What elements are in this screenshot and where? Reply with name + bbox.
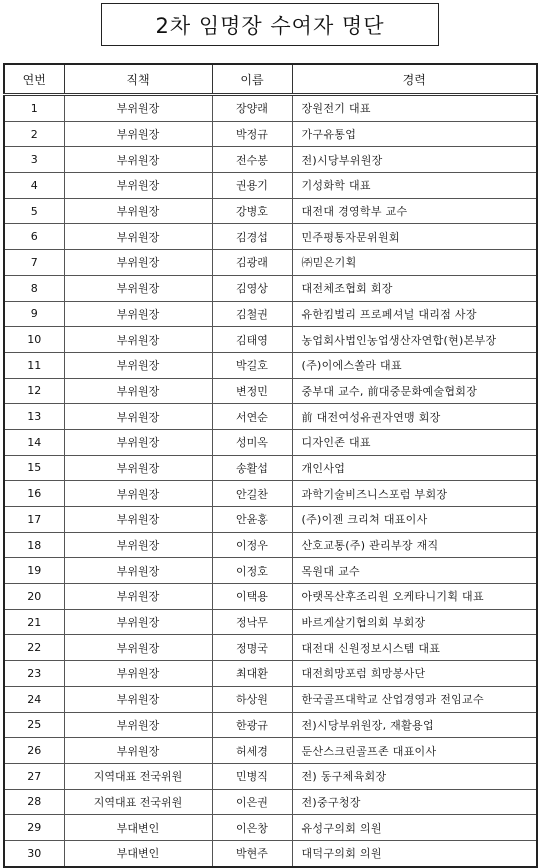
row-career: 유성구의회 의원 [292, 815, 537, 841]
header-career: 경력 [292, 64, 537, 95]
row-name: 김태영 [212, 327, 292, 353]
row-career: 대덕구의회 의원 [292, 840, 537, 866]
table-row [4, 789, 537, 815]
appointee-table [3, 63, 538, 868]
row-name: 김영상 [212, 275, 292, 301]
row-position: 부위원장 [64, 455, 212, 481]
row-position: 부위원장 [64, 429, 212, 455]
row-name: 김철권 [212, 301, 292, 327]
row-career: 유한킴벌리 프로페셔널 대리점 사장 [292, 301, 537, 327]
row-name: 전수봉 [212, 147, 292, 173]
table-row [4, 712, 537, 738]
row-number: 10 [4, 327, 64, 353]
table-row [4, 250, 537, 276]
row-number: 17 [4, 507, 64, 533]
row-career: 대전체조협회 회장 [292, 275, 537, 301]
table-row [4, 378, 537, 404]
row-number: 4 [4, 173, 64, 199]
row-name: 정낙무 [212, 609, 292, 635]
row-number: 8 [4, 275, 64, 301]
row-career: ㈜믿은기획 [292, 250, 537, 276]
row-number: 11 [4, 352, 64, 378]
row-career: 대전희망포럼 희망봉사단 [292, 661, 537, 687]
table-row [4, 121, 537, 147]
row-position: 부위원장 [64, 635, 212, 661]
row-position: 부위원장 [64, 558, 212, 584]
row-name: 이은권 [212, 789, 292, 815]
row-name: 이정우 [212, 532, 292, 558]
row-position: 부위원장 [64, 352, 212, 378]
row-position: 부위원장 [64, 584, 212, 610]
document-title: 2차 임명장 수여자 명단 [101, 3, 439, 46]
table-row [4, 686, 537, 712]
header-no: 연번 [4, 64, 64, 95]
row-position: 부위원장 [64, 147, 212, 173]
table-row [4, 173, 537, 199]
row-number: 3 [4, 147, 64, 173]
row-name: 변정민 [212, 378, 292, 404]
row-number: 29 [4, 815, 64, 841]
row-career: 前 대전여성유권자연맹 회장 [292, 404, 537, 430]
row-number: 23 [4, 661, 64, 687]
row-name: 박현주 [212, 840, 292, 866]
row-career: 아랫목산후조리원 오케타니기획 대표 [292, 584, 537, 610]
table-row [4, 275, 537, 301]
table-row [4, 763, 537, 789]
row-name: 민병직 [212, 763, 292, 789]
row-career: 민주평통자문위원회 [292, 224, 537, 250]
row-position: 부위원장 [64, 198, 212, 224]
row-position: 부위원장 [64, 507, 212, 533]
row-name: 한광규 [212, 712, 292, 738]
row-career: 디자인존 대표 [292, 429, 537, 455]
table-row [4, 198, 537, 224]
table-row [4, 481, 537, 507]
row-name: 김경섭 [212, 224, 292, 250]
table-row [4, 635, 537, 661]
row-position: 부위원장 [64, 250, 212, 276]
row-career: 농업회사법인농업생산자연합(현)본부장 [292, 327, 537, 353]
row-number: 27 [4, 763, 64, 789]
row-number: 25 [4, 712, 64, 738]
table-row [4, 507, 537, 533]
header-position: 직책 [64, 64, 212, 95]
table-row [4, 661, 537, 687]
row-name: 하상원 [212, 686, 292, 712]
row-number: 14 [4, 429, 64, 455]
row-number: 26 [4, 738, 64, 764]
row-number: 2 [4, 121, 64, 147]
row-position: 부위원장 [64, 738, 212, 764]
row-name: 송활섭 [212, 455, 292, 481]
row-name: 권용기 [212, 173, 292, 199]
row-career: 중부대 교수, 前대중문화예술협회장 [292, 378, 537, 404]
row-position: 부위원장 [64, 404, 212, 430]
row-name: 이택용 [212, 584, 292, 610]
row-name: 박정규 [212, 121, 292, 147]
row-career: 가구유통업 [292, 121, 537, 147]
row-number: 7 [4, 250, 64, 276]
row-position: 부위원장 [64, 532, 212, 558]
table-header-row [4, 64, 537, 95]
table-row [4, 532, 537, 558]
row-position: 부위원장 [64, 121, 212, 147]
row-position: 부위원장 [64, 378, 212, 404]
row-position: 부위원장 [64, 275, 212, 301]
row-position: 부위원장 [64, 173, 212, 199]
table-row [4, 609, 537, 635]
row-name: 김광래 [212, 250, 292, 276]
table-row [4, 455, 537, 481]
row-name: 서연순 [212, 404, 292, 430]
table-row [4, 95, 537, 122]
row-name: 정명국 [212, 635, 292, 661]
row-career: 전)시당부위원장, 재활용업 [292, 712, 537, 738]
row-career: 바르게살기협의회 부회장 [292, 609, 537, 635]
row-position: 부대변인 [64, 840, 212, 866]
row-number: 30 [4, 840, 64, 866]
row-position: 부위원장 [64, 224, 212, 250]
row-career: 개인사업 [292, 455, 537, 481]
table-row [4, 558, 537, 584]
table-row [4, 224, 537, 250]
row-number: 12 [4, 378, 64, 404]
row-career: 대전대 신원정보시스템 대표 [292, 635, 537, 661]
table-row [4, 738, 537, 764]
table-body [4, 95, 537, 867]
row-number: 20 [4, 584, 64, 610]
row-name: 최대환 [212, 661, 292, 687]
row-number: 13 [4, 404, 64, 430]
row-career: 전) 동구체육회장 [292, 763, 537, 789]
row-career: 전)시당부위원장 [292, 147, 537, 173]
row-number: 16 [4, 481, 64, 507]
row-name: 박길호 [212, 352, 292, 378]
row-career: 과학기술비즈니스포럼 부회장 [292, 481, 537, 507]
table-row [4, 352, 537, 378]
row-career: 산호교통(주) 관리부장 재직 [292, 532, 537, 558]
row-number: 19 [4, 558, 64, 584]
row-career: 한국골프대학교 산업경영과 전임교수 [292, 686, 537, 712]
row-position: 부위원장 [64, 661, 212, 687]
row-number: 24 [4, 686, 64, 712]
table-row [4, 815, 537, 841]
row-name: 안길찬 [212, 481, 292, 507]
row-position: 부위원장 [64, 95, 212, 122]
row-number: 22 [4, 635, 64, 661]
row-career: 장원전기 대표 [292, 95, 537, 122]
row-name: 강병호 [212, 198, 292, 224]
row-position: 부대변인 [64, 815, 212, 841]
row-career: 기성화학 대표 [292, 173, 537, 199]
row-name: 허세경 [212, 738, 292, 764]
header-name: 이름 [212, 64, 292, 95]
row-number: 21 [4, 609, 64, 635]
table-row [4, 429, 537, 455]
row-number: 9 [4, 301, 64, 327]
table-row [4, 147, 537, 173]
row-name: 안윤홍 [212, 507, 292, 533]
row-position: 부위원장 [64, 481, 212, 507]
row-name: 장양래 [212, 95, 292, 122]
row-career: 목원대 교수 [292, 558, 537, 584]
row-career: (주)이젠 크리쳐 대표이사 [292, 507, 537, 533]
row-number: 6 [4, 224, 64, 250]
table-row [4, 327, 537, 353]
row-name: 이정호 [212, 558, 292, 584]
row-position: 부위원장 [64, 327, 212, 353]
row-career: 전)중구청장 [292, 789, 537, 815]
row-position: 지역대표 전국위원 [64, 789, 212, 815]
row-number: 1 [4, 95, 64, 122]
row-position: 부위원장 [64, 609, 212, 635]
row-number: 28 [4, 789, 64, 815]
row-position: 지역대표 전국위원 [64, 763, 212, 789]
row-position: 부위원장 [64, 301, 212, 327]
row-career: 대전대 경영학부 교수 [292, 198, 537, 224]
table-row [4, 301, 537, 327]
row-position: 부위원장 [64, 712, 212, 738]
table-row [4, 584, 537, 610]
row-name: 이은창 [212, 815, 292, 841]
row-position: 부위원장 [64, 686, 212, 712]
row-number: 15 [4, 455, 64, 481]
row-name: 성미옥 [212, 429, 292, 455]
row-number: 5 [4, 198, 64, 224]
row-career: 둔산스크린골프존 대표이사 [292, 738, 537, 764]
row-number: 18 [4, 532, 64, 558]
row-career: (주)이에스쏠라 대표 [292, 352, 537, 378]
table-row [4, 404, 537, 430]
